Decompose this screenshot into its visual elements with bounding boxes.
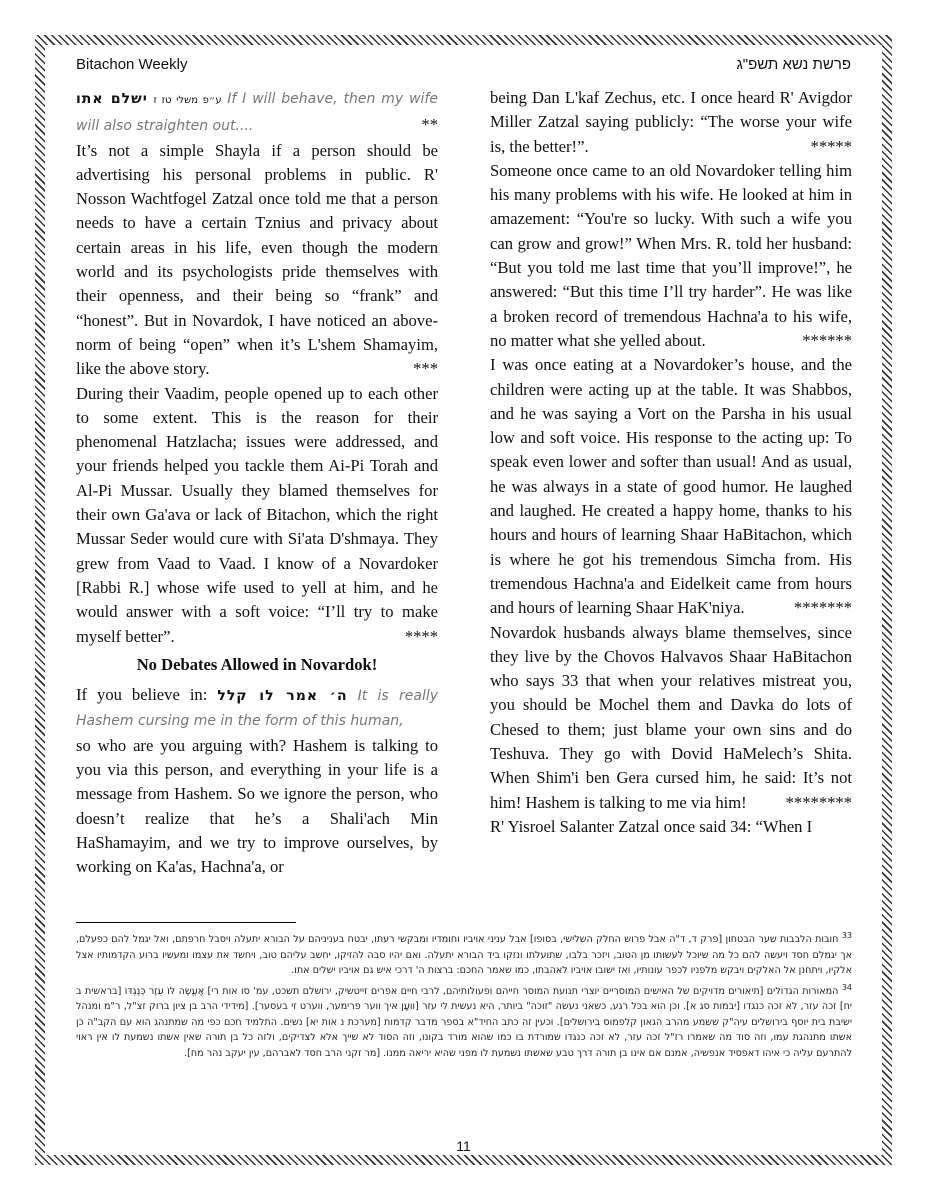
publication-title: Bitachon Weekly (76, 56, 188, 73)
paragraph: It’s not a simple Shayla if a person should be advertising his personal problems in public. R' Nosson Wachtfogel Zatzal once told me that a person needs to have a certain Tznius and privacy about certain areas in his life, even though the modern world and its psychologists pride themselves with their openness, and their being so “frank” and “honest”. But in Novardok, I have noticed an above-norm of being “open” when it’s L'shem Shamayim, like the above story. *** (76, 140, 438, 379)
paragraph: Novardok husbands always blame themselves, since they live by the Chovos Halvavos Shaar HaBitachon who says 33 that when your relatives mistreat you, you should be Mochel them and Davka do lots of Chesed to them; just blame your own sins and do Teshuva. They go with Dovid HaMelech’s Shita. When Shim'i ben Gera cursed him, he said: It’s not him! Hashem is talking to me via him! ******** (490, 622, 852, 812)
verse-line: If you believe in: ה׳ אמר לו קלל It is really Hashem cursing me in the form of this human, (76, 685, 439, 730)
left-column (76, 86, 438, 880)
verse-translation: If I will behave, then my wife will also straighten out.... (76, 91, 438, 135)
paragraph: Someone once came to an old Novardoker telling him his many problems with his wife. He looked at him in amazement: “You're so lucky. With such a wife you can grow and grow!” When Mrs. R. told her husband: “But you told me last time that you’ll improve!”, he answered: “But this time I’ll try harder”. He was like a broken record of tremendous Hachna'a to his wife, no matter what she yelled about. ****** (490, 160, 852, 350)
paragraph: R' Yisroel Salanter Zatzal once said 34: “When I (490, 816, 813, 836)
verse-hebrew: ישלם אתו (76, 91, 148, 107)
verse-ref: ע״פ משלי טז ז (153, 95, 222, 106)
page-number: 11 (456, 1138, 471, 1154)
paragraph: being Dan L'kaf Zechus, etc. I once heard R' Avigdor Miller Zatzal saying publicly: “The worse your wife is, the better!”. ***** (490, 88, 852, 156)
right-column (490, 86, 852, 839)
section-stars: ** (421, 115, 438, 135)
parsha-title: פרשת נשא תשפ"ג (736, 56, 851, 73)
footnote: $^{34}$ המאורות הגדולים [תיאורים מדויקים של האישים המוסריים יוצרי תנועת המוסר חייהם ופעולותיהם, לרבי חיים אפרים זייטשיק, ירושלם תשכט, עמ' סו אות רי] אֶעֱשֶׂה לּוֹ עֵזֶר כְּנֶגְדּוֹ [בראשית ב יח] זכה עזר, לא זכה כנגדו [יבמות סג א]. וכן הוא בכל רגע, כשאני נעשה "זוכה" ביותר, היא נעשית לי עזר [וועָן איך ווער פרימער, ווערט זי בעסער]. [מידידי הרב בן ציון ברוק זצ"ל, ר"מ ומנהל ישיבת בית יוסף בירושלים עיה"ק ששמע מהרב הגאון קלפמוס בירושלים]. וכעין זה כתב החיד"א בספר מדבר קדמות [מערכת נ אות יא] נשים. התלמיד חכם כפי מה שמתנהג הוא עם הקב"ה כן אשתו מתנהגת עמו, וזה סוד מה שאמרו רז"ל זכה עזר, לא זכה כנגדו שמורדת בו כמו שהוא מורד בקונו, וזה הסוד לא שייך אלא לצדיקים, ולזה כל בן תורה שאין אשתו נשמעת לו אין ראוי להתרעם עליה כי איהו דאפסיד אנפשיה, אמנם אם אינו בן תורה דרך טבע שאשתו נשמעת לו מפני שהיא יריאה ממנו. [מר זקני הרב חסד לאברהם, עין יעקב נהר מח]. (76, 982, 853, 1059)
paragraph: I was once eating at a Novardoker’s house, and the children were acting up at the table. It was Shabbos, and he was saying a Vort on the Parsha in his usual low and soft voice. His response to the acting up: To speak even lower and softer than usual! And as usual, he was always in a state of good humor. He laughed and laughed. He created a happy home, thanks to his hours and hours of learning Shaar HaBitachon, which is where he got his tremendous Simcha from. His tremendous Hachna'a and Eidelkeit came from hours and hours of learning Shaar HaK'niya. ******* (490, 355, 852, 618)
section-heading: No Debates Allowed in Novardok! (136, 654, 378, 674)
paragraph: so who are you arguing with? Hashem is talking to you via this person, and everything in your life is a message from Hashem. So we ignore the person, who doesn’t realize that he’s a Shali'ach Min HaShamayim, and we try to improve ourselves, by working on Ka'as, Hachna'a, or (76, 735, 438, 877)
paragraph: During their Vaadim, people opened up to each other to some extent. This is the reason for their phenomenal Hatzlacha; issues were addressed, and your friends helped you tackle them Ai-Pi Torah and Al-Pi Mussar. Usually they blamed themselves for their own Ga'ava or lack of Bitachon, which the right Mussar Seder would cure with Si'ata D'shmaya. They grew from Vaad to Vaad. I know of a Novardoker [Rabbi R.] whose wife used to yell at him, and he would answer with a soft voice: “I’ll try to make myself better”. **** (76, 383, 438, 646)
verse-line (76, 86, 438, 139)
footnote-divider (76, 922, 296, 923)
footnote: $^{33}$ חובות הלבבות שער הבטחון [פרק ד, ד"ה אבל פרוש החלק השלישי, בסופו] אבל עניני אויביו וחומדיו ומבקשי רעתו, יבטח בעניניהם על הבורא יתעלה ויסבל חרפתם, ואל יגמל להם כפעלם, אך יגמלם חסד ויעשה להם כל מה שיוכל לעשותו מן הטוב, ויזכר בלבו, שתועלתו ונזקו ביד הבורא יתעלה. ואם יהיו סבה להזיקו, יחשב עליהם טוב, ויחשד את עצמו ומעשיו ברוע הקדמותיו אצל אלקיו, ויתחנן אל האלקים ויבקש מלפניו לכפר עונותיו, ואז ישובו אויביו לאהבתו, כמו שאמר החכם: ברצות ה' דרכי איש גם אויביו ישלים אתו. (76, 931, 852, 977)
footnotes (76, 928, 852, 1062)
